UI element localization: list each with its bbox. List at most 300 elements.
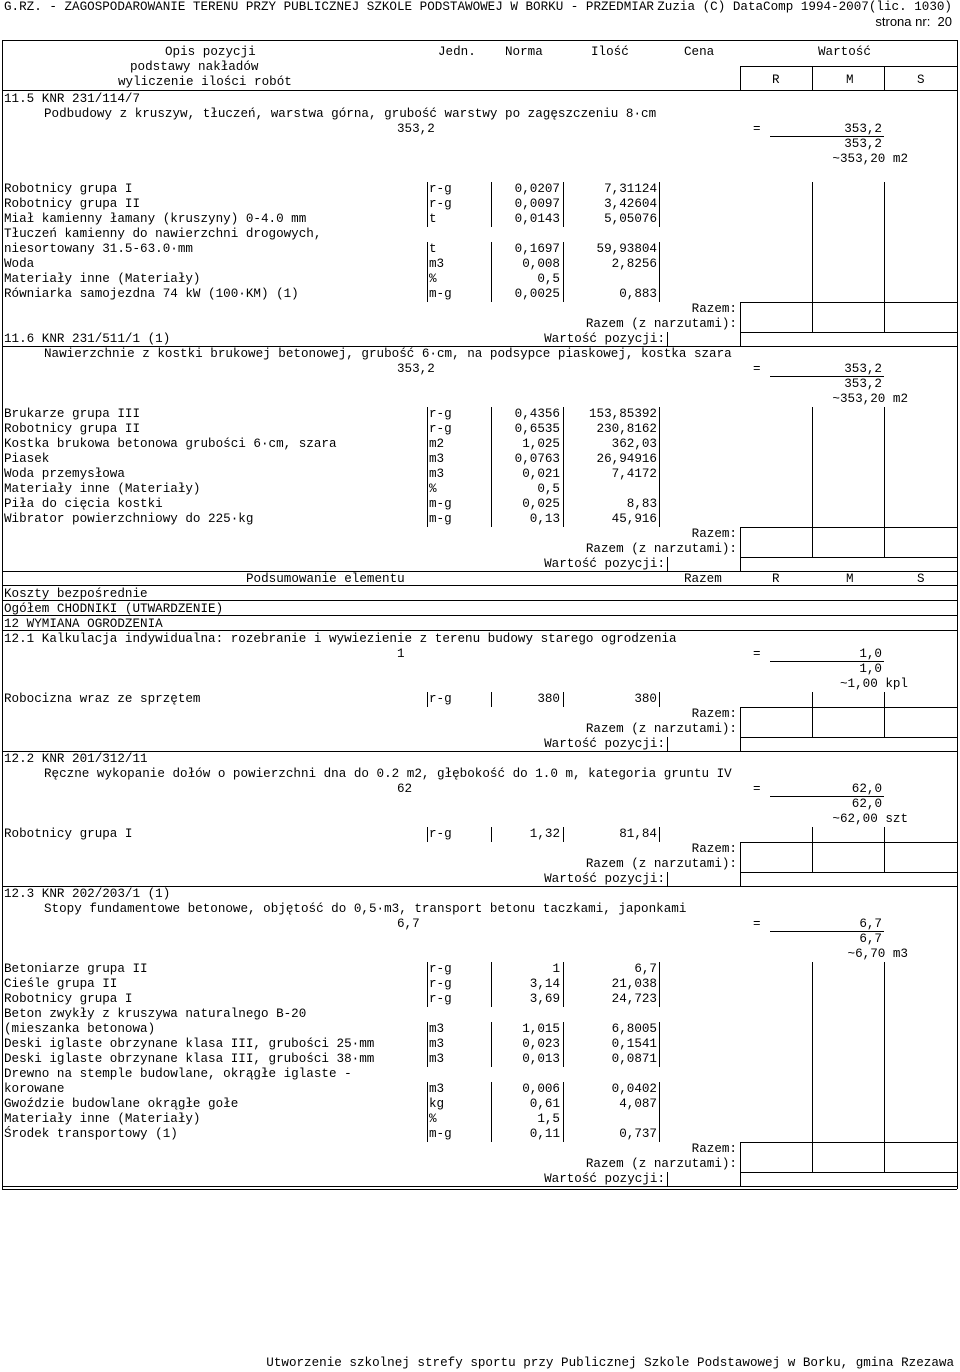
row-separator [563, 1082, 564, 1097]
resource-name: Robotnicy grupa I [4, 827, 133, 841]
razem-narzut-label: Razem (z narzutami): [585, 1157, 737, 1171]
header-col-sep [884, 66, 885, 90]
resource-name: Materiały inne (Materiały) [4, 272, 201, 286]
value-separator [884, 287, 885, 302]
row-separator [563, 692, 564, 707]
resource-name: Robotnicy grupa II [4, 422, 141, 436]
row-separator [659, 977, 660, 992]
position-total: ~353,20 m2 [832, 392, 908, 406]
calc-expression: 6,7 [397, 917, 420, 931]
narzut-box-left [740, 857, 741, 872]
resource-unit: r-g [429, 692, 452, 706]
row-separator [491, 272, 492, 287]
value-separator [812, 1097, 813, 1112]
row-separator [659, 512, 660, 527]
value-separator [812, 467, 813, 482]
razem-label: Razem: [691, 302, 737, 316]
row-separator [491, 1022, 492, 1037]
equals-sign: = [753, 122, 761, 136]
resource-unit: % [429, 1112, 437, 1126]
value-separator [884, 1052, 885, 1067]
row-separator [563, 827, 564, 842]
razem-top-line [740, 1142, 957, 1143]
value-separator [884, 527, 885, 542]
row-separator [563, 287, 564, 302]
value-separator [812, 1037, 813, 1052]
row-separator [491, 1052, 492, 1067]
wartosc-box-left [667, 332, 668, 347]
row-separator [427, 452, 428, 467]
razem-box-left [740, 842, 741, 857]
resource-name: korowane [4, 1082, 65, 1096]
row-separator [659, 257, 660, 272]
row-separator [491, 1097, 492, 1112]
resource-norm: 0,021 [522, 467, 560, 481]
position-number: 11.6 KNR 231/511/1 (1) [4, 332, 171, 346]
col-r: R [772, 73, 780, 87]
resource-norm: 1,025 [522, 437, 560, 451]
resource-quantity: 153,85392 [588, 407, 657, 421]
value-separator [812, 227, 813, 242]
header-bottom-border [2, 90, 957, 91]
value-separator [884, 1142, 885, 1157]
value-separator [812, 1007, 813, 1022]
resource-unit: t [429, 212, 437, 226]
row-separator [491, 992, 492, 1007]
resource-name: Deski iglaste obrzynane klasa III, grubości 38·mm [4, 1052, 375, 1066]
resource-name: Piła do cięcia kostki [4, 497, 163, 511]
value-separator [812, 197, 813, 212]
resource-quantity: 21,038 [611, 977, 657, 991]
wartosc-box-right [740, 872, 741, 887]
calc-expression: 353,2 [397, 362, 435, 376]
row-separator [491, 1127, 492, 1142]
row-separator [491, 467, 492, 482]
resource-norm: 0,0763 [514, 452, 560, 466]
resource-unit: kg [429, 1097, 445, 1111]
resource-norm: 0,0097 [514, 197, 560, 211]
position-description: Podbudowy z kruszyw, tłuczeń, warstwa górna, grubość warstwy po zagęszczeniu 8·cm [44, 107, 657, 121]
resource-unit: r-g [429, 977, 452, 991]
col-wartosc: Wartość [818, 45, 871, 59]
summary-divider [2, 615, 957, 616]
value-separator [884, 467, 885, 482]
resource-norm: 1,015 [522, 1022, 560, 1036]
resource-name: Brukarze grupa III [4, 407, 141, 421]
row-separator [563, 1037, 564, 1052]
value-separator [812, 1022, 813, 1037]
resource-quantity: 362,03 [611, 437, 657, 451]
resource-unit: % [429, 272, 437, 286]
value-separator [884, 542, 885, 557]
row-separator [491, 257, 492, 272]
row-separator [491, 512, 492, 527]
resource-norm: 0,0143 [514, 212, 560, 226]
value-separator [884, 482, 885, 497]
row-separator [491, 827, 492, 842]
resource-norm: 0,025 [522, 497, 560, 511]
value-separator [884, 857, 885, 872]
resource-norm: 0,4356 [514, 407, 560, 421]
wartosc-box-left [667, 1172, 668, 1187]
resource-name: Środek transportowy (1) [4, 1127, 178, 1141]
resource-norm: 0,13 [529, 512, 560, 526]
value-separator [812, 272, 813, 287]
row-separator [563, 1022, 564, 1037]
row-separator [563, 1097, 564, 1112]
row-separator [659, 992, 660, 1007]
narzut-box-left [740, 722, 741, 737]
narzut-box-left [740, 1157, 741, 1172]
row-separator [563, 1052, 564, 1067]
resource-name: Piasek [4, 452, 50, 466]
row-separator [659, 1112, 660, 1127]
resource-unit: m3 [429, 1052, 445, 1066]
value-separator [812, 497, 813, 512]
col-wyliczenie: wyliczenie ilości robót [118, 75, 292, 89]
resource-unit: m3 [429, 452, 445, 466]
col-cena: Cena [684, 45, 715, 59]
resource-quantity: 26,94916 [596, 452, 657, 466]
row-separator [659, 287, 660, 302]
row-separator [563, 437, 564, 452]
equals-sign: = [753, 782, 761, 796]
value-separator [884, 422, 885, 437]
resource-name: Robotnicy grupa II [4, 197, 141, 211]
row-separator [563, 1127, 564, 1142]
resource-unit: m3 [429, 1037, 445, 1051]
calc-value: 62,0 [851, 782, 882, 796]
razem-narzut-label: Razem (z narzutami): [585, 857, 737, 871]
value-separator [812, 242, 813, 257]
row-separator [427, 467, 428, 482]
equals-sign: = [753, 362, 761, 376]
value-separator [812, 707, 813, 722]
wartosc-box-left [667, 557, 668, 572]
value-separator [884, 842, 885, 857]
resource-name: Robocizna wraz ze sprzętem [4, 692, 201, 706]
value-separator [884, 317, 885, 332]
col-m: M [846, 73, 854, 87]
resource-name: niesortowany 31.5-63.0·mm [4, 242, 193, 256]
row-separator [659, 407, 660, 422]
row-separator [491, 182, 492, 197]
row-separator [491, 1037, 492, 1052]
wartosc-box-right [740, 737, 741, 752]
value-separator [812, 962, 813, 977]
resource-name: Cieśle grupa II [4, 977, 118, 991]
equals-sign: = [753, 917, 761, 931]
row-separator [563, 467, 564, 482]
koszty-bezposrednie: Koszty bezpośrednie [4, 587, 148, 601]
resource-unit: m3 [429, 467, 445, 481]
summary-razem: Razem [684, 572, 722, 586]
position-divider [2, 1186, 957, 1187]
row-separator [491, 212, 492, 227]
wartosc-pozycji-label: Wartość pozycji: [544, 737, 665, 751]
row-separator [427, 992, 428, 1007]
value-separator [884, 1097, 885, 1112]
value-separator [884, 257, 885, 272]
resource-quantity: 6,8005 [611, 1022, 657, 1036]
col-s: S [917, 73, 925, 87]
value-separator [884, 1022, 885, 1037]
razem-top-line [740, 527, 957, 528]
resource-quantity: 380 [634, 692, 657, 706]
value-separator [884, 1127, 885, 1142]
calc-value: 6,7 [859, 917, 882, 931]
row-separator [427, 1082, 428, 1097]
value-separator [812, 1127, 813, 1142]
value-separator [812, 1142, 813, 1157]
row-separator [563, 512, 564, 527]
row-separator [427, 1127, 428, 1142]
value-separator [812, 437, 813, 452]
resource-unit: m-g [429, 287, 452, 301]
value-separator [884, 182, 885, 197]
row-separator [563, 257, 564, 272]
summary-m: M [846, 572, 854, 586]
resource-unit: m-g [429, 1127, 452, 1141]
row-separator [491, 1112, 492, 1127]
col-ilosc: Ilość [591, 45, 629, 59]
resource-name: Materiały inne (Materiały) [4, 482, 201, 496]
calc-sum: 353,2 [844, 377, 882, 391]
resource-norm: 0,61 [529, 1097, 560, 1111]
value-separator [812, 482, 813, 497]
resource-name: Wibrator powierzchniowy do 225·kg [4, 512, 254, 526]
row-separator [659, 182, 660, 197]
col-podstawy: podstawy nakładów [130, 60, 259, 74]
value-separator [812, 452, 813, 467]
resource-quantity: 6,7 [634, 962, 657, 976]
summary-r: R [772, 572, 780, 586]
resource-norm: 0,5 [537, 482, 560, 496]
header-col-sep [812, 66, 813, 90]
row-separator [659, 422, 660, 437]
value-separator [884, 407, 885, 422]
row-separator [563, 977, 564, 992]
position-description: Nawierzchnie z kostki brukowej betonowej, grubość 6·cm, na podsypce piaskowej, kostka szara [44, 347, 732, 361]
resource-norm: 0,6535 [514, 422, 560, 436]
row-separator [427, 1052, 428, 1067]
calc-value: 353,2 [844, 122, 882, 136]
resource-norm: 380 [537, 692, 560, 706]
resource-name: Kostka brukowa betonowa grubości 6·cm, szara [4, 437, 337, 451]
resource-unit: m2 [429, 437, 445, 451]
resource-unit: m3 [429, 257, 445, 271]
resource-quantity: 7,31124 [604, 182, 657, 196]
resource-norm: 3,14 [529, 977, 560, 991]
header-col-sep [740, 66, 741, 90]
resource-norm: 0,0025 [514, 287, 560, 301]
value-separator [812, 842, 813, 857]
resource-norm: 1,32 [529, 827, 560, 841]
value-separator [812, 827, 813, 842]
razem-box-left [740, 707, 741, 722]
resource-quantity: 2,8256 [611, 257, 657, 271]
resource-name: Robotnicy grupa I [4, 182, 133, 196]
position-description: Stopy fundamentowe betonowe, objętość do 0,5·m3, transport betonu taczkami, japonkami [44, 902, 687, 916]
row-separator [659, 452, 660, 467]
row-separator [563, 1112, 564, 1127]
resource-norm: 1,5 [537, 1112, 560, 1126]
value-separator [812, 512, 813, 527]
resource-name: Woda przemysłowa [4, 467, 125, 481]
razem-label: Razem: [691, 527, 737, 541]
razem-label: Razem: [691, 842, 737, 856]
resource-quantity: 5,05076 [604, 212, 657, 226]
resource-name: Drewno na stemple budowlane, okrągłe iglaste - [4, 1067, 352, 1081]
row-separator [491, 287, 492, 302]
row-separator [491, 692, 492, 707]
value-separator [884, 497, 885, 512]
razem-narzut-label: Razem (z narzutami): [585, 317, 737, 331]
resource-norm: 0,0207 [514, 182, 560, 196]
resource-norm: 0,5 [537, 272, 560, 286]
value-separator [884, 977, 885, 992]
value-separator [884, 722, 885, 737]
value-separator [884, 1007, 885, 1022]
row-separator [491, 407, 492, 422]
table-right-border [957, 40, 958, 1189]
calc-expression: 353,2 [397, 122, 435, 136]
row-separator [563, 182, 564, 197]
row-separator [427, 827, 428, 842]
value-separator [812, 1112, 813, 1127]
narzut-bottom-line [740, 737, 957, 738]
resource-name: Tłuczeń kamienny do nawierzchni drogowych, [4, 227, 322, 241]
row-separator [491, 197, 492, 212]
resource-unit: r-g [429, 197, 452, 211]
row-separator [659, 272, 660, 287]
row-separator [659, 1097, 660, 1112]
value-separator [884, 1082, 885, 1097]
calc-value: 353,2 [844, 362, 882, 376]
row-separator [563, 497, 564, 512]
software-credit: Zuzia (C) DataComp 1994-2007(lic. 1030) [657, 0, 952, 14]
resource-quantity: 24,723 [611, 992, 657, 1006]
narzut-box-left [740, 317, 741, 332]
position-description: Ręczne wykopanie dołów o powierzchni dna do 0.2 m2, głębokość do 1.0 m, kategoria gruntu IV [44, 767, 732, 781]
row-separator [659, 1052, 660, 1067]
row-separator [491, 452, 492, 467]
row-separator [427, 437, 428, 452]
col-jedn: Jedn. [438, 45, 476, 59]
value-separator [812, 182, 813, 197]
resource-unit: r-g [429, 827, 452, 841]
summary-s: S [917, 572, 925, 586]
row-separator [427, 1022, 428, 1037]
row-separator [427, 497, 428, 512]
row-separator [427, 482, 428, 497]
position-number: 12.1 Kalkulacja indywidualna: rozebranie i wywiezienie z terenu budowy starego ogrodzenia [4, 632, 677, 646]
row-separator [491, 482, 492, 497]
resource-norm: 3,69 [529, 992, 560, 1006]
razem-box-left [740, 1142, 741, 1157]
resource-quantity: 3,42604 [604, 197, 657, 211]
value-separator [812, 857, 813, 872]
value-separator [884, 227, 885, 242]
calc-expression: 1 [397, 647, 405, 661]
resource-quantity: 0,883 [619, 287, 657, 301]
resource-unit: r-g [429, 992, 452, 1006]
value-separator [812, 722, 813, 737]
row-separator [659, 212, 660, 227]
resource-unit: m3 [429, 1082, 445, 1096]
row-separator [427, 512, 428, 527]
table-top-border [2, 40, 957, 41]
row-separator [563, 482, 564, 497]
resource-unit: r-g [429, 407, 452, 421]
row-separator [491, 962, 492, 977]
razem-narzut-label: Razem (z narzutami): [585, 722, 737, 736]
position-total: ~353,20 m2 [832, 152, 908, 166]
resource-quantity: 8,83 [626, 497, 657, 511]
value-separator [884, 512, 885, 527]
value-separator [812, 1067, 813, 1082]
row-separator [659, 242, 660, 257]
resource-quantity: 81,84 [619, 827, 657, 841]
row-separator [491, 497, 492, 512]
resource-unit: r-g [429, 422, 452, 436]
resource-name: Beton zwykły z kruszywa naturalnego B-20 [4, 1007, 307, 1021]
row-separator [659, 1127, 660, 1142]
value-separator [884, 1157, 885, 1172]
value-separator [812, 257, 813, 272]
calc-sum: 353,2 [844, 137, 882, 151]
row-separator [491, 242, 492, 257]
resource-name: Miał kamienny łamany (kruszyny) 0-4.0 mm [4, 212, 307, 226]
summary-divider [2, 600, 957, 601]
value-separator [812, 977, 813, 992]
razem-box-left [740, 527, 741, 542]
next-element-label: 12 WYMIANA OGRODZENIA [4, 617, 163, 631]
value-separator [884, 1037, 885, 1052]
row-separator [659, 827, 660, 842]
row-separator [659, 1037, 660, 1052]
row-separator [491, 1082, 492, 1097]
position-total: ~6,70 m3 [847, 947, 908, 961]
value-separator [812, 287, 813, 302]
row-separator [491, 977, 492, 992]
calc-sum: 1,0 [859, 662, 882, 676]
value-separator [812, 527, 813, 542]
value-separator [884, 242, 885, 257]
calc-sum: 62,0 [851, 797, 882, 811]
row-separator [563, 422, 564, 437]
row-separator [659, 1022, 660, 1037]
row-separator [659, 437, 660, 452]
row-separator [659, 1082, 660, 1097]
row-separator [659, 962, 660, 977]
row-separator [563, 212, 564, 227]
value-separator [812, 407, 813, 422]
value-separator [812, 212, 813, 227]
row-separator [427, 1112, 428, 1127]
resource-norm: 1 [552, 962, 560, 976]
razem-top-line [740, 302, 957, 303]
value-separator [884, 992, 885, 1007]
resource-norm: 0,1697 [514, 242, 560, 256]
wartosc-pozycji-label: Wartość pozycji: [544, 872, 665, 886]
resource-quantity: 45,916 [611, 512, 657, 526]
position-total: ~62,00 szt [832, 812, 908, 826]
narzut-bottom-line [740, 332, 957, 333]
row-separator [563, 242, 564, 257]
row-separator [427, 962, 428, 977]
value-separator [812, 302, 813, 317]
